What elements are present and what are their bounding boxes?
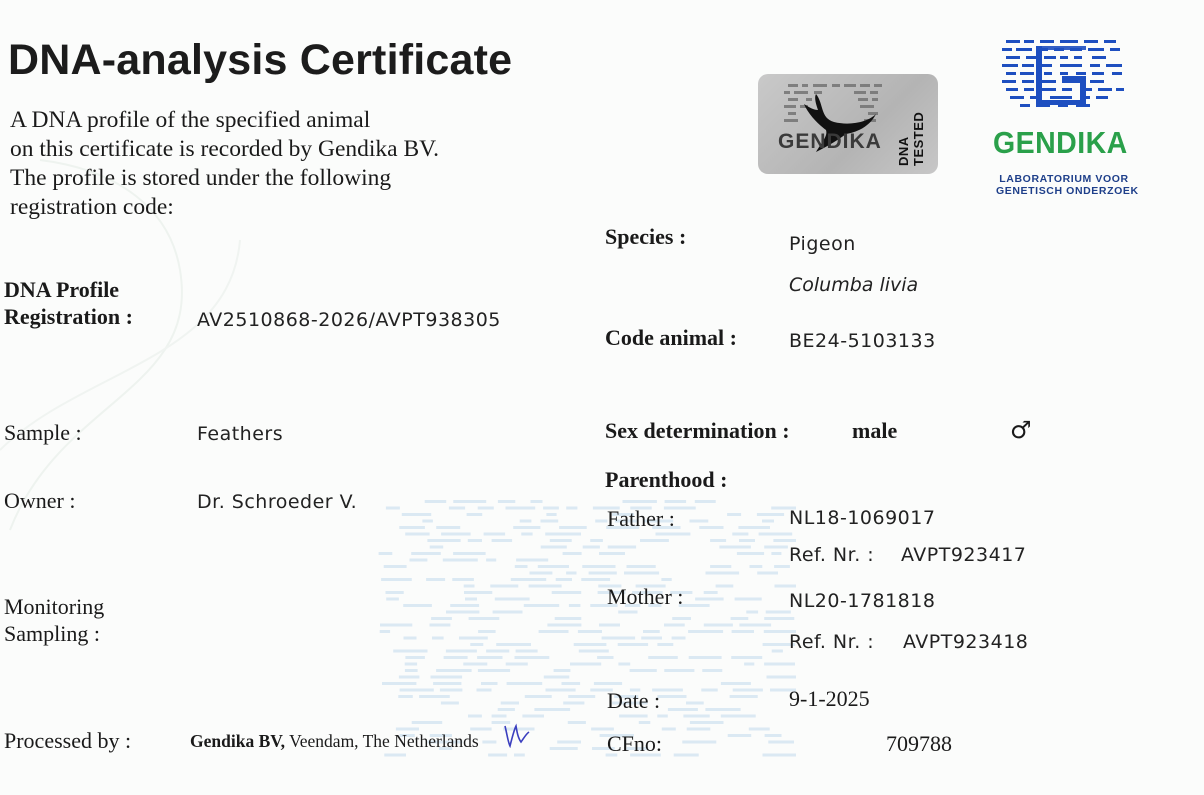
processor-name: Gendika BV,	[190, 731, 285, 751]
parenthood-label: Parenthood :	[605, 467, 728, 492]
date-label: Date :	[607, 688, 661, 713]
owner-value: Dr. Schroeder V.	[197, 491, 358, 513]
sex-determination-label: Sex determination :	[605, 418, 790, 443]
processed-by-label: Processed by :	[4, 728, 132, 753]
sample-value: Feathers	[197, 423, 284, 445]
mother-label: Mother :	[607, 584, 684, 609]
registration-code-value: AV2510868-2026/AVPT938305	[197, 309, 501, 331]
intro-line: registration code:	[10, 194, 174, 220]
mother-ref-value: AVPT923418	[903, 631, 1029, 653]
sample-label: Sample :	[4, 420, 82, 445]
mother-ref-label: Ref. Nr. :	[789, 631, 875, 653]
father-ref-label: Ref. Nr. :	[789, 544, 875, 566]
dna-tested-stamp	[758, 74, 938, 174]
species-value: Pigeon	[789, 233, 856, 255]
processor-location: Veendam, The Netherlands	[289, 731, 479, 751]
background-dna-pattern	[356, 500, 796, 770]
intro-line: on this certificate is recorded by Gendika BV.	[10, 136, 439, 162]
owner-label: Owner :	[4, 488, 76, 513]
father-label: Father :	[607, 506, 675, 531]
sampling-label: Sampling :	[4, 621, 100, 646]
code-animal-value: BE24-5103133	[789, 330, 936, 352]
species-label: Species :	[605, 224, 687, 249]
gendika-logo-subtitle	[996, 173, 1139, 197]
logo-subtitle-line: LABORATORIUM VOOR	[999, 173, 1129, 185]
intro-text	[10, 106, 530, 222]
father-ref-value: AVPT923417	[901, 544, 1027, 566]
intro-line: The profile is stored under the following	[10, 165, 392, 191]
logo-subtitle-line: GENETISCH ONDERZOEK	[996, 185, 1139, 197]
date-value: 9-1-2025	[789, 686, 870, 711]
cfno-label: CFno:	[607, 731, 663, 756]
gendika-logo-name: GENDIKA	[993, 125, 1128, 160]
code-animal-label: Code animal :	[605, 325, 737, 350]
intro-line: A DNA profile of the specified animal	[10, 107, 371, 133]
dna-profile-label: DNA Profile	[4, 277, 120, 302]
monitoring-label: Monitoring	[4, 594, 105, 619]
stamp-side-label: DNA TESTED	[896, 111, 926, 166]
gendika-logo-mark	[1000, 38, 1134, 114]
sex-value: male	[852, 418, 898, 443]
male-symbol-icon: ♂	[1010, 416, 1032, 444]
processed-by-value	[190, 731, 479, 752]
cfno-value: 709788	[886, 731, 952, 756]
certificate-title: DNA-analysis Certificate	[8, 36, 513, 84]
registration-label: Registration :	[4, 304, 133, 329]
mother-value: NL20-1781818	[789, 590, 936, 612]
signature-mark	[502, 722, 532, 748]
father-value: NL18-1069017	[789, 507, 936, 529]
stamp-brand: GENDIKA	[778, 130, 882, 153]
species-latin-value: Columba livia	[789, 274, 919, 296]
